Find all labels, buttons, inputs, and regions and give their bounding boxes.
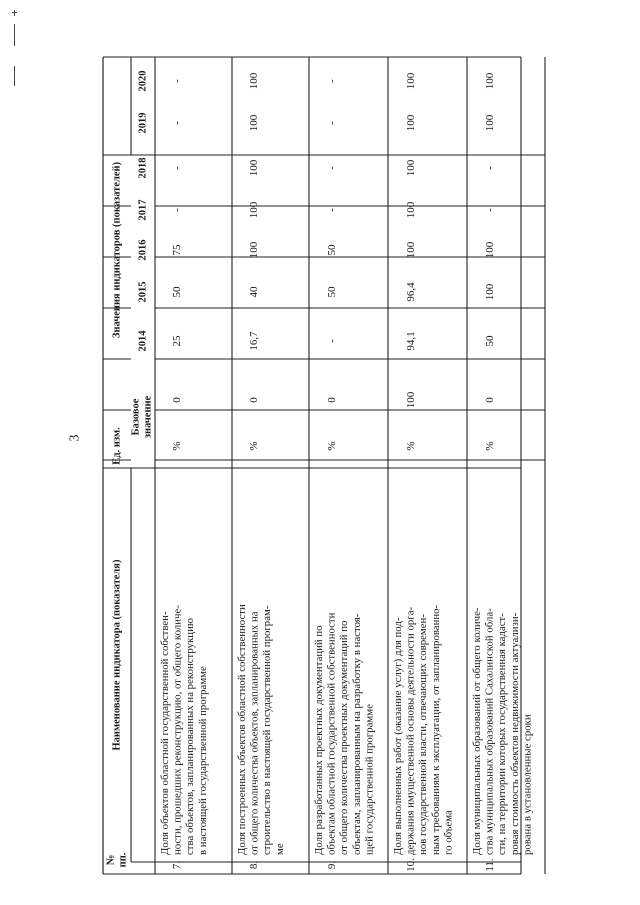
row-1-value-2016: 100 <box>248 241 260 259</box>
row-3-name-line-0: Доля выполненных работ (оказание услуг) для под- <box>392 617 404 855</box>
row-3-value-2017: 100 <box>405 201 417 219</box>
header-unit: Ед. изм. <box>111 427 123 465</box>
row-2-value-2019: - <box>326 121 338 125</box>
row-base-4: 0 <box>484 397 496 403</box>
row-0-value-2019: - <box>171 121 183 125</box>
row-2-name-line-0: Доля разработанных проектных документаций по <box>313 625 325 855</box>
row-3-name-line-3: ным требованиям к эксплуатации, от запланированно- <box>429 604 442 855</box>
header-base-1: Базовое <box>130 398 142 436</box>
row-3-value-2014: 94,1 <box>405 331 417 351</box>
row-1-value-2015: 40 <box>248 286 260 298</box>
row-base-3: 100 <box>405 391 417 409</box>
row-2-value-2017: - <box>326 208 338 212</box>
row-3-value-2020: 100 <box>405 72 417 90</box>
row-base-2: 0 <box>326 397 338 403</box>
row-num-3: 10. <box>405 858 417 872</box>
row-4-name-line-1: ства муниципальных образований Сахалинской обла- <box>483 608 496 855</box>
row-4-value-2018: - <box>484 166 496 170</box>
row-2-value-2020: - <box>326 79 338 83</box>
row-4-value-2015: 100 <box>484 283 496 301</box>
header-year-2020: 2020 <box>137 70 149 92</box>
table-text <box>106 71 534 872</box>
row-num-1: 8. <box>248 860 260 870</box>
row-2-name-line-2: от общего количества проектных документаций по <box>338 620 351 855</box>
row-3-value-2019: 100 <box>405 114 417 132</box>
row-0-value-2017: - <box>171 208 183 212</box>
row-1-name-line-0: Доля построенных объектов областной собственности <box>236 604 248 855</box>
row-1-name-line-3: ме <box>273 843 286 855</box>
row-1-value-2020: 100 <box>248 72 260 90</box>
row-2-value-2016: 50 <box>326 244 338 256</box>
header-year-2016: 2016 <box>137 239 149 261</box>
row-2-value-2015: 50 <box>326 286 338 298</box>
row-2-name-line-1: объектам областной государственной собственности <box>325 612 338 855</box>
row-0-name-line-2: ства объектов, запланированных на реконструкцию <box>184 618 197 855</box>
row-num-4: 11. <box>484 858 496 872</box>
header-num-1: № <box>105 854 117 866</box>
row-0-name-line-3: в настоящей государственной программе <box>196 666 209 855</box>
row-0-value-2014: 25 <box>171 335 183 347</box>
row-1-name-line-2: строительство в настоящей государственной програм- <box>261 605 274 855</box>
row-3-value-2015: 96,4 <box>405 282 417 302</box>
row-unit-0: % <box>171 441 183 451</box>
row-3-name-line-4: го объема <box>442 810 455 855</box>
row-3-name-line-1: держания имущественной основы деятельности орга- <box>404 606 417 855</box>
row-4-name-line-0: Доля муниципальных образований от общего количе- <box>471 607 483 855</box>
header-num-2: пп. <box>117 852 129 868</box>
row-0-name-line-0: Доля объектов областной государственной собствен- <box>159 611 171 855</box>
header-year-2017: 2017 <box>137 199 149 221</box>
row-4-name-line-3: ровая стоимость объектов недвижимости актуализи- <box>508 612 521 855</box>
row-base-0: 0 <box>171 397 183 403</box>
row-1-value-2014: 16,7 <box>248 331 260 351</box>
row-0-value-2016: 75 <box>171 244 183 256</box>
row-1-value-2018: 100 <box>248 159 260 177</box>
row-2-name-line-4: щей государственной программе <box>363 704 376 855</box>
row-0-value-2018: - <box>171 166 183 170</box>
row-4-name-line-2: сти, на территории которых государственная кадаст- <box>496 613 509 855</box>
row-3-value-2016: 100 <box>405 241 417 259</box>
row-0-name-line-1: ности, прошедших реконструкцию, от общего количе- <box>171 605 184 855</box>
row-0-value-2020: - <box>171 79 183 83</box>
row-unit-2: % <box>326 441 338 451</box>
row-3-value-2018: 100 <box>405 159 417 177</box>
row-4-value-2014: 50 <box>484 335 496 347</box>
header-name: Наименование индикатора (показателя) <box>111 559 123 751</box>
header-base-2: значение <box>142 395 154 439</box>
row-unit-1: % <box>248 441 260 451</box>
row-4-value-2020: 100 <box>484 72 496 90</box>
row-1-value-2019: 100 <box>248 114 260 132</box>
row-unit-4: % <box>484 441 496 451</box>
header-year-2015: 2015 <box>137 281 149 303</box>
row-3-name-line-2: нов государственной власти, отвечающих современ- <box>417 614 430 855</box>
row-base-1: 0 <box>248 397 260 403</box>
row-4-name-line-4: рована в установленные сроки <box>521 714 534 855</box>
row-2-value-2018: - <box>326 166 338 170</box>
header-values-group: Значения индикаторов (показателей) <box>111 161 123 339</box>
row-0-value-2015: 50 <box>171 286 183 298</box>
row-2-name-line-3: объектам, запланированным на разработку в настоя- <box>350 613 363 855</box>
row-4-value-2016: 100 <box>484 241 496 259</box>
row-1-value-2017: 100 <box>248 201 260 219</box>
row-4-value-2019: 100 <box>484 114 496 132</box>
header-year-2019: 2019 <box>137 112 149 134</box>
header-year-2018: 2018 <box>137 157 149 179</box>
row-2-value-2014: - <box>326 339 338 343</box>
header-year-2014: 2014 <box>137 330 149 352</box>
row-num-2: 9. <box>326 860 338 870</box>
row-1-name-line-1: от общего количества объектов, запланированных на <box>248 611 261 855</box>
page-number: 3 <box>67 434 83 442</box>
row-4-value-2017: - <box>484 208 496 212</box>
row-unit-3: % <box>405 441 417 451</box>
row-num-0: 7. <box>171 860 183 870</box>
